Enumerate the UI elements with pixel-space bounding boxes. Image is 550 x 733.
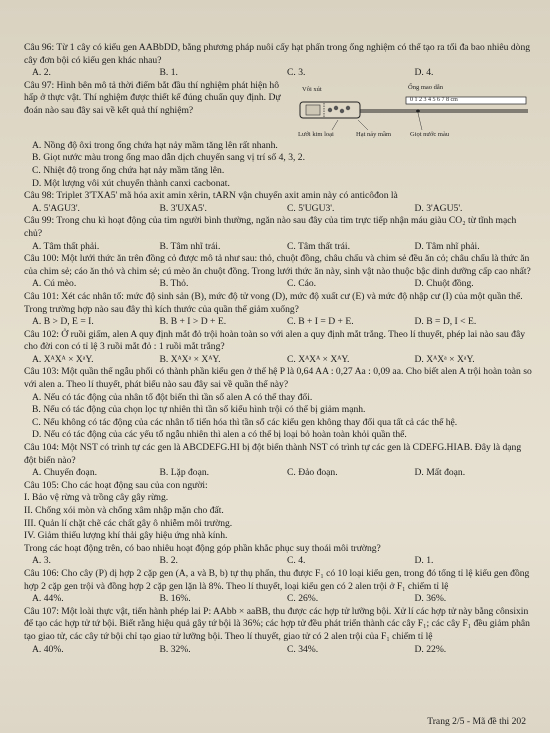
question-stem: Câu 103: Một quần thể ngẫu phối có thành phần kiểu gen ở thế hệ P là 0,64 AA : 0,27 Aa : 0,09 aa. Cho biết alen A trội hoàn toàn so với alen a. Theo lí thuyết, phát biểu nào sau đây sai về quần thể này? (24, 366, 532, 391)
question-104 (24, 442, 534, 480)
option-b: B. 32%. (159, 643, 191, 655)
question-stem: Câu 106: Cho cây (P) dị hợp 2 cặp gen (A, a và B, b) tự thụ phấn, thu được F₁ có 10 loại kiểu gen, trong đó tổng tỉ lệ kiểu gen đồng hợp 2 cặp gen trội và đồng hợp 2 cặp gen lặn là 8%. Theo lí thuyết, loại kiểu gen có 2 alen trội ở F₁ chiếm tỉ lệ (24, 567, 530, 592)
option-c: C. 34%. (287, 643, 319, 655)
option-b: B. XᴬXᵃ × XᴬY. (159, 353, 221, 365)
question-107 (24, 606, 534, 656)
statement-c: C. Nhiệt độ trong ống chứa hạt nảy mầm tăng lên. (32, 164, 225, 176)
option-c: C. Đảo đoạn. (287, 467, 338, 479)
option-a: A. 44%. (32, 593, 64, 605)
option-c: C. Cáo. (287, 278, 317, 290)
question-tail: Trong các hoạt động trên, có bao nhiêu hoạt động góp phần khắc phục suy thoái môi trường? (24, 542, 381, 554)
option-d: D. 3'AGU5'. (414, 202, 463, 214)
question-97 (24, 80, 534, 190)
question-stem: Câu 101: Xét các nhân tố: mức độ sinh sản (B), mức độ tử vong (D), mức độ xuất cư (E) và mức độ nhập cư (I) của một quần thể. Trong trường hợp nào sau đây thì kích thước của quần thể giảm xuống? (24, 290, 523, 315)
label-drop: Giọt nước màu (410, 130, 450, 138)
option-b: B. 3'UXA5'. (159, 202, 207, 214)
option-b: B. Thỏ. (159, 278, 189, 290)
option-d: D. 36%. (414, 593, 447, 605)
question-stem: Câu 99: Trong chu kì hoạt động của tim người bình thường, ngăn nào sau đây của tim trực tiếp nhận máu giàu CO₂ từ tĩnh mạch chủ? (24, 215, 517, 239)
question-106 (24, 568, 534, 606)
statement-b: B. Nếu có tác động của chọn lọc tự nhiên thì tần số kiểu hình trội có thể bị giảm mạnh. (32, 404, 366, 416)
option-a: A. 2. (32, 67, 51, 79)
option-a: A. 40%. (32, 643, 64, 655)
scale-label: 0 1 2 3 4 5 6 7 8 cm (410, 96, 458, 103)
option-d: D. Chuột đồng. (414, 278, 474, 290)
option-d: D. XᴬXᵃ × XᵃY. (414, 353, 475, 365)
option-b: B. 2. (159, 555, 178, 567)
question-103 (24, 366, 534, 442)
option-c: C. Tâm thất trái. (287, 240, 350, 252)
statement-d: D. Một lượng vôi xút chuyển thành canxi cacbonat. (32, 177, 230, 189)
statement-a: A. Nếu có tác động của nhân tố đột biến thì tần số alen A có thể thay đổi. (32, 391, 313, 403)
question-99 (24, 215, 534, 253)
option-b: B. 1. (159, 67, 178, 79)
options (24, 67, 534, 80)
statement-c: C. Nếu không có tác động của các nhân tố tiến hóa thì tần số các kiểu gen không thay đổi qua tất cả các thế hệ. (32, 416, 458, 428)
question-100 (24, 253, 534, 291)
option-b: B. Tâm nhĩ trái. (159, 240, 221, 252)
option-c: C. 3. (287, 67, 306, 79)
exam-page (24, 42, 534, 656)
option-b: B. B + I > D + E. (159, 316, 227, 328)
page-footer: Trang 2/5 - Mã đề thi 202 (427, 716, 526, 727)
question-stem: Câu 97: Hình bên mô tả thời điểm bắt đầu thí nghiệm phát hiện hô hấp ở thực vật. Thí nghiệm được thiết kế đúng chuẩn quy định. Dự đoán nào sau đây sai về kết quả thí nghiệm? (24, 79, 281, 116)
question-96 (24, 42, 534, 80)
activity-iv: IV. Giảm thiểu lượng khí thải gây hiệu ứng nhà kính. (24, 530, 228, 542)
question-stem: Câu 107: Một loài thực vật, tiến hành phép lai P: AAbb × aaBB, thu được các hợp tử lưỡng bội. Xử lí các hợp tử này bằng cônsixin để tạo các hợp tử tứ bội. Biết rằng hiệu quả gây tứ bội là 36%; các hợp tử đều phát triển thành các cây F₁; các cây F₁ đều giảm phân tạo giao tử, các cây tứ bội chỉ tạo giao tử lưỡng bội. Theo lí thuyết, giao tử có 2 alen trội của F₁ chiếm tỉ lệ (24, 605, 530, 642)
question-101 (24, 291, 534, 329)
activity-iii: III. Quản lí chặt chẽ các chất gây ô nhiễm môi trường. (24, 517, 233, 529)
label-capillary: Ống mao dẫn (408, 83, 444, 91)
option-c: C. 26%. (287, 593, 319, 605)
question-stem: Câu 96: Từ 1 cây có kiểu gen AABbDD, bằng phương pháp nuôi cấy hạt phấn trong ống nghiệm có thể tạo ra tối đa bao nhiêu dòng cây đơn bội có kiểu gen khác nhau? (24, 42, 531, 66)
respiration-apparatus-figure (298, 80, 534, 140)
question-105 (24, 480, 534, 568)
option-a: A. XᴬXᴬ × XᵃY. (32, 353, 94, 365)
statement-d: D. Nếu có tác động của các yếu tố ngẫu nhiên thì alen a có thể bị loại bỏ hoàn toàn khỏi quần thể. (32, 429, 407, 441)
option-d: D. 1. (414, 555, 434, 567)
option-c: C. B + I = D + E. (287, 316, 354, 328)
option-d: D. Mất đoạn. (414, 467, 466, 479)
label-lime: Vôi xút (302, 85, 322, 93)
option-d: D. B = D, I < E. (414, 316, 477, 328)
option-c: C. 4. (287, 555, 306, 567)
option-c: C. 5'UGU3'. (287, 202, 335, 214)
option-d: D. 22%. (414, 643, 447, 655)
option-d: D. Tâm nhĩ phải. (414, 240, 480, 252)
label-seeds: Hạt nảy mầm (356, 130, 392, 138)
activity-ii: II. Chống xói mòn và chống xâm nhập mặn cho đất. (24, 505, 224, 516)
question-stem: Câu 105: Cho các hoạt động sau của con người: (24, 479, 208, 491)
option-a: A. B > D, E = I. (32, 316, 94, 328)
option-c: C. XᴬXᴬ × XᴬY. (287, 353, 350, 365)
statement-a: A. Nồng độ ôxi trong ống chứa hạt nảy mầm tăng lên rất nhanh. (32, 139, 278, 151)
option-b: B. 16%. (159, 593, 191, 605)
question-98 (24, 190, 534, 215)
option-a: A. 5'AGU3'. (32, 202, 80, 214)
question-stem: Câu 104: Một NST có trình tự các gen là ABCDEFG.HI bị đột biến thành NST có trình tự các gen là CDEFG.HIAB. Đây là dạng đột biến nào? (24, 442, 522, 466)
option-a: A. 3. (32, 555, 51, 567)
option-b: B. Lặp đoạn. (159, 467, 210, 479)
option-d: D. 4. (414, 67, 434, 79)
question-102 (24, 329, 534, 367)
question-stem: Câu 102: Ở ruồi giấm, alen A quy định mắt đỏ trội hoàn toàn so với alen a quy định mắt trắng. Theo lí thuyết, phép lai nào sau đây cho đời con có tỉ lệ 3 ruồi mắt đỏ : 1 ruồi mắt trắng? (24, 328, 526, 353)
option-a: A. Tâm thất phải. (32, 240, 100, 252)
question-stem: Câu 100: Một lưới thức ăn trên đồng cỏ được mô tả như sau: thỏ, chuột đồng, châu chấu và chim sẻ đều ăn cỏ; châu chấu là thức ăn của chim sẻ; cáo ăn thỏ và chim sẻ; cú mèo ăn chuột đồng. Trong lưới thức ăn này, sinh vật nào thuộc bậc dinh dưỡng cấp cao nhất? (24, 253, 531, 277)
statement-b: B. Giọt nước màu trong ống mao dẫn dịch chuyển sang vị trí số 4, 3, 2. (32, 152, 305, 164)
option-a: A. Cú mèo. (32, 278, 77, 290)
question-stem: Câu 98: Triplet 3'TXA5' mã hóa axit amin xêrin, tARN vận chuyển axit amin này có anticôđon là (24, 190, 398, 202)
option-a: A. Chuyển đoạn. (32, 467, 98, 479)
activity-i: I. Bảo vệ rừng và trồng cây gây rừng. (24, 492, 169, 504)
label-mesh: Lưới kim loại (298, 130, 334, 138)
